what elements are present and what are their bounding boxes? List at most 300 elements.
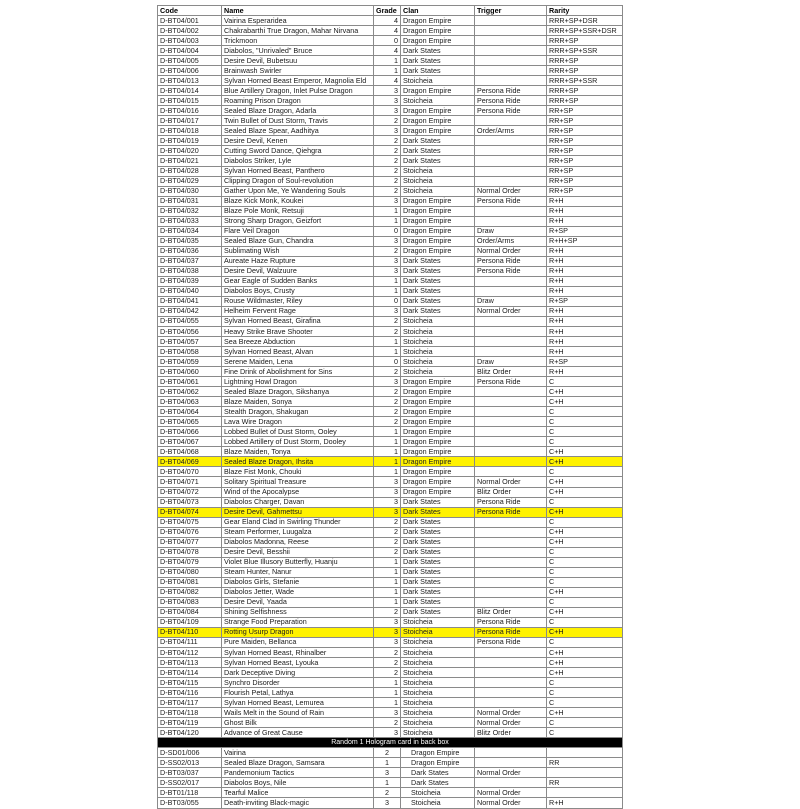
cell-name: Gear Eagle of Sudden Banks <box>222 276 374 286</box>
cell-grade: 3 <box>374 266 401 276</box>
cell-code: D-BT04/109 <box>158 617 222 627</box>
cell-grade: 4 <box>374 46 401 56</box>
cell-rarity: R+SP <box>547 296 623 306</box>
cell-code: D-BT04/080 <box>158 567 222 577</box>
cell-grade: 3 <box>374 728 401 738</box>
cell-clan: Stoicheia <box>401 176 475 186</box>
cell-clan: Stoicheia <box>401 688 475 698</box>
cell-clan: Dark States <box>401 497 475 507</box>
cell-clan: Stoicheia <box>401 327 475 337</box>
cell-name: Sylvan Horned Beast, Rhinalber <box>222 648 374 658</box>
cell-clan: Stoicheia <box>401 617 475 627</box>
cell-clan: Stoicheia <box>401 166 475 176</box>
cell-name: Advance of Great Cause <box>222 728 374 738</box>
cell-code: D-BT04/114 <box>158 668 222 678</box>
table-row <box>158 728 623 738</box>
cell-rarity: C+H <box>547 507 623 517</box>
cell-trigger: Persona Ride <box>475 507 547 517</box>
cell-rarity: C <box>547 688 623 698</box>
cell-rarity: C <box>547 407 623 417</box>
cell-clan: Dragon Empire <box>401 26 475 36</box>
table-row <box>158 678 623 688</box>
cell-code: D-BT04/120 <box>158 728 222 738</box>
cell-name: Strong Sharp Dragon, Geizfort <box>222 216 374 226</box>
cell-name: Diabolos Boys, Nile <box>222 778 374 788</box>
cell-trigger: Order/Arms <box>475 236 547 246</box>
cell-grade: 3 <box>374 768 401 778</box>
table-row <box>158 577 623 587</box>
cell-name: Desire Devil, Besshii <box>222 547 374 557</box>
cell-rarity: R+SP <box>547 357 623 367</box>
table-row <box>158 16 623 26</box>
cell-rarity: C <box>547 678 623 688</box>
cell-grade: 3 <box>374 126 401 136</box>
cell-grade: 2 <box>374 658 401 668</box>
cell-clan: Dark States <box>401 547 475 557</box>
cell-grade: 2 <box>374 246 401 256</box>
cell-name: Sealed Blaze Dragon, Sikshanya <box>222 387 374 397</box>
table-row <box>158 196 623 206</box>
cell-name: Shining Selfishness <box>222 607 374 617</box>
cell-rarity: R+H <box>547 367 623 377</box>
cell-trigger: Blitz Order <box>475 728 547 738</box>
cell-clan: Stoicheia <box>401 718 475 728</box>
cell-code: D-BT04/001 <box>158 16 222 26</box>
cell-grade: 4 <box>374 16 401 26</box>
cell-clan: Dark States <box>401 256 475 266</box>
cell-grade: 2 <box>374 648 401 658</box>
table-row <box>158 66 623 76</box>
cell-grade: 0 <box>374 226 401 236</box>
cell-name: Blaze Maiden, Sonya <box>222 397 374 407</box>
cell-grade: 3 <box>374 86 401 96</box>
table-row <box>158 126 623 136</box>
cell-code: D-BT03/055 <box>158 798 222 808</box>
cell-grade: 3 <box>374 236 401 246</box>
cell-name: Cutting Sword Dance, Qiehgra <box>222 146 374 156</box>
table-row <box>158 467 623 477</box>
cell-code: D-BT04/073 <box>158 497 222 507</box>
cell-code: D-BT04/077 <box>158 537 222 547</box>
cell-trigger: Blitz Order <box>475 367 547 377</box>
cell-grade: 3 <box>374 798 401 808</box>
cell-code: D-BT04/037 <box>158 256 222 266</box>
cell-trigger <box>475 648 547 658</box>
cell-code: D-BT04/002 <box>158 26 222 36</box>
cell-grade: 3 <box>374 627 401 637</box>
cell-name: Blaze Pole Monk, Retsuji <box>222 206 374 216</box>
cell-clan: Dark States <box>401 56 475 66</box>
cell-code: D-BT04/006 <box>158 66 222 76</box>
cell-name: Lava Wire Dragon <box>222 417 374 427</box>
cell-clan: Dragon Empire <box>401 417 475 427</box>
cell-trigger <box>475 567 547 577</box>
cell-name: Pandemonium Tactics <box>222 768 374 778</box>
cell-code: D-BT04/039 <box>158 276 222 286</box>
cell-code: D-BT04/019 <box>158 136 222 146</box>
cell-name: Violet Blue Illusory Butterfly, Huanju <box>222 557 374 567</box>
cell-rarity: R+H <box>547 206 623 216</box>
cell-code: D-BT04/063 <box>158 397 222 407</box>
table-row <box>158 327 623 337</box>
cell-name: Tearful Malice <box>222 788 374 798</box>
cell-trigger <box>475 206 547 216</box>
cell-trigger <box>475 537 547 547</box>
cell-grade: 1 <box>374 286 401 296</box>
cell-name: Solitary Spiritual Treasure <box>222 477 374 487</box>
cell-trigger <box>475 337 547 347</box>
cell-trigger <box>475 778 547 788</box>
cell-code: D-BT04/005 <box>158 56 222 66</box>
cell-code: D-BT04/030 <box>158 186 222 196</box>
table-row <box>158 266 623 276</box>
cell-grade: 2 <box>374 748 401 758</box>
cell-clan: Stoicheia <box>401 96 475 106</box>
cell-rarity <box>547 748 623 758</box>
cell-grade: 1 <box>374 56 401 66</box>
cell-grade: 2 <box>374 316 401 326</box>
cell-clan: Dark States <box>401 46 475 56</box>
cell-name: Sylvan Horned Beast, Lyouka <box>222 658 374 668</box>
cell-trigger <box>475 26 547 36</box>
cell-rarity: C <box>547 467 623 477</box>
cell-rarity: C <box>547 427 623 437</box>
table-row <box>158 507 623 517</box>
cell-rarity: C <box>547 577 623 587</box>
cell-code: D-BT04/003 <box>158 36 222 46</box>
cell-trigger <box>475 46 547 56</box>
cell-trigger <box>475 56 547 66</box>
cell-clan: Stoicheia <box>401 347 475 357</box>
cell-rarity: R+H <box>547 216 623 226</box>
cell-grade: 3 <box>374 256 401 266</box>
cell-grade: 3 <box>374 617 401 627</box>
cell-code: D-BT04/064 <box>158 407 222 417</box>
cell-grade: 4 <box>374 76 401 86</box>
cell-grade: 3 <box>374 106 401 116</box>
cell-code: D-BT04/069 <box>158 457 222 467</box>
cell-code: D-BT04/084 <box>158 607 222 617</box>
cell-name: Desire Devil, Walzuure <box>222 266 374 276</box>
cell-name: Helheim Fervent Rage <box>222 306 374 316</box>
cell-code: D-BT04/082 <box>158 587 222 597</box>
cell-rarity: RR+SP <box>547 116 623 126</box>
table-row <box>158 186 623 196</box>
cell-clan: Dragon Empire <box>401 427 475 437</box>
table-row <box>158 447 623 457</box>
cell-code: D-BT04/070 <box>158 467 222 477</box>
cell-code: D-SS02/013 <box>158 758 222 768</box>
cell-rarity: R+H <box>547 256 623 266</box>
cell-code: D-BT04/061 <box>158 377 222 387</box>
cell-name: Death-inviting Black-magic <box>222 798 374 808</box>
cell-name: Pure Maiden, Bellanca <box>222 637 374 647</box>
cell-trigger <box>475 698 547 708</box>
cell-rarity: R+H <box>547 347 623 357</box>
table-row <box>158 627 623 637</box>
table-row <box>158 206 623 216</box>
cell-grade: 1 <box>374 758 401 768</box>
cell-clan: Dark States <box>401 286 475 296</box>
cell-code: D-BT04/017 <box>158 116 222 126</box>
cell-clan: Dark States <box>401 607 475 617</box>
table-row <box>158 176 623 186</box>
cell-grade: 2 <box>374 327 401 337</box>
cell-grade: 2 <box>374 537 401 547</box>
cell-trigger <box>475 467 547 477</box>
cell-trigger <box>475 557 547 567</box>
cell-rarity: C+H <box>547 397 623 407</box>
cell-trigger <box>475 547 547 557</box>
cell-trigger <box>475 447 547 457</box>
cell-rarity: R+SP <box>547 226 623 236</box>
cell-name: Diabolos Girls, Stefanie <box>222 577 374 587</box>
cell-code: D-SD01/006 <box>158 748 222 758</box>
cell-trigger: Persona Ride <box>475 617 547 627</box>
table-row <box>158 256 623 266</box>
cell-grade: 2 <box>374 407 401 417</box>
cell-trigger <box>475 457 547 467</box>
table-row <box>158 668 623 678</box>
table-row <box>158 718 623 728</box>
cell-code: D-BT04/112 <box>158 648 222 658</box>
cell-trigger: Persona Ride <box>475 86 547 96</box>
cell-name: Gear Eland Clad in Swirling Thunder <box>222 517 374 527</box>
cell-grade: 1 <box>374 206 401 216</box>
cell-grade: 2 <box>374 156 401 166</box>
cell-code: D-BT04/075 <box>158 517 222 527</box>
cell-code: D-BT04/040 <box>158 286 222 296</box>
cell-name: Diabolos Madonna, Reese <box>222 537 374 547</box>
cell-name: Desire Devil, Bubetsuu <box>222 56 374 66</box>
cell-rarity: C+H <box>547 447 623 457</box>
cell-grade: 1 <box>374 778 401 788</box>
table-row <box>158 597 623 607</box>
cell-clan: Stoicheia <box>401 728 475 738</box>
cell-name: Sealed Blaze Dragon, Ihsita <box>222 457 374 467</box>
table-row <box>158 758 623 768</box>
cell-trigger <box>475 658 547 668</box>
cell-code: D-BT04/083 <box>158 597 222 607</box>
cell-clan: Dragon Empire <box>401 106 475 116</box>
cell-clan: Dragon Empire <box>401 758 475 768</box>
cell-clan: Dragon Empire <box>401 206 475 216</box>
cell-trigger <box>475 327 547 337</box>
cell-trigger <box>475 276 547 286</box>
cell-name: Diabolos, "Unrivaled" Bruce <box>222 46 374 56</box>
cell-trigger: Persona Ride <box>475 266 547 276</box>
cell-rarity: RR+SP <box>547 126 623 136</box>
cell-rarity: RRR+SP <box>547 66 623 76</box>
cell-trigger: Persona Ride <box>475 106 547 116</box>
cell-trigger: Persona Ride <box>475 497 547 507</box>
cell-name: Lobbed Bullet of Dust Storm, Ooley <box>222 427 374 437</box>
cell-code: D-BT04/068 <box>158 447 222 457</box>
cell-clan: Dark States <box>401 266 475 276</box>
cell-clan: Dragon Empire <box>401 126 475 136</box>
table-row <box>158 166 623 176</box>
cell-grade: 1 <box>374 66 401 76</box>
cell-trigger <box>475 146 547 156</box>
cell-name: Vairina <box>222 748 374 758</box>
table-row <box>158 76 623 86</box>
table-row <box>158 537 623 547</box>
cell-trigger <box>475 156 547 166</box>
cell-trigger: Draw <box>475 357 547 367</box>
cell-trigger: Persona Ride <box>475 637 547 647</box>
cell-grade: 1 <box>374 577 401 587</box>
table-row <box>158 617 623 627</box>
cell-rarity: RR+SP <box>547 146 623 156</box>
cell-clan: Dragon Empire <box>401 226 475 236</box>
cell-rarity: R+H <box>547 246 623 256</box>
cell-grade: 2 <box>374 136 401 146</box>
cell-clan: Dragon Empire <box>401 236 475 246</box>
cell-clan: Stoicheia <box>401 678 475 688</box>
cell-clan: Stoicheia <box>401 708 475 718</box>
cell-rarity: C+H <box>547 487 623 497</box>
cell-name: Flare Veil Dragon <box>222 226 374 236</box>
table-row <box>158 337 623 347</box>
cell-rarity: C <box>547 547 623 557</box>
cell-rarity: R+H <box>547 337 623 347</box>
cell-grade: 1 <box>374 678 401 688</box>
cell-rarity: C+H <box>547 537 623 547</box>
cell-code: D-BT04/079 <box>158 557 222 567</box>
table-row <box>158 497 623 507</box>
cell-code: D-BT04/116 <box>158 688 222 698</box>
cell-code: D-BT04/018 <box>158 126 222 136</box>
cell-code: D-BT04/119 <box>158 718 222 728</box>
cell-code: D-BT04/110 <box>158 627 222 637</box>
cell-grade: 1 <box>374 597 401 607</box>
cell-name: Rouse Wildmaster, Riley <box>222 296 374 306</box>
cell-clan: Dragon Empire <box>401 86 475 96</box>
cell-trigger <box>475 668 547 678</box>
cell-code: D-BT04/071 <box>158 477 222 487</box>
cell-code: D-BT04/016 <box>158 106 222 116</box>
cell-name: Sealed Blaze Dragon, Samsara <box>222 758 374 768</box>
cell-rarity: RR <box>547 778 623 788</box>
table-row <box>158 748 623 758</box>
cell-trigger: Normal Order <box>475 477 547 487</box>
cell-code: D-BT04/081 <box>158 577 222 587</box>
cell-clan: Dragon Empire <box>401 477 475 487</box>
cell-rarity: R+H <box>547 276 623 286</box>
cell-clan: Stoicheia <box>401 648 475 658</box>
cell-name: Desire Devil, Gahmettsu <box>222 507 374 517</box>
cell-rarity: C+H <box>547 527 623 537</box>
cell-clan: Dark States <box>401 557 475 567</box>
cell-name: Lobbed Artillery of Dust Storm, Dooley <box>222 437 374 447</box>
cell-trigger <box>475 216 547 226</box>
table-row <box>158 768 623 778</box>
cell-name: Sylvan Horned Beast, Alvan <box>222 347 374 357</box>
cell-rarity: RR <box>547 758 623 768</box>
cell-rarity: RRR+SP <box>547 56 623 66</box>
cell-name: Vairina Esperaridea <box>222 16 374 26</box>
cell-trigger: Draw <box>475 296 547 306</box>
cell-trigger: Order/Arms <box>475 126 547 136</box>
cell-grade: 3 <box>374 708 401 718</box>
cell-rarity: RRR+SP <box>547 96 623 106</box>
cell-trigger <box>475 407 547 417</box>
cell-clan: Dark States <box>401 66 475 76</box>
cell-name: Sublimating Wish <box>222 246 374 256</box>
cell-trigger: Persona Ride <box>475 96 547 106</box>
cell-trigger <box>475 748 547 758</box>
cell-code: D-BT03/037 <box>158 768 222 778</box>
cell-code: D-BT04/118 <box>158 708 222 718</box>
cell-name: Diabolos Charger, Davan <box>222 497 374 507</box>
cell-code: D-BT04/031 <box>158 196 222 206</box>
cell-grade: 0 <box>374 36 401 46</box>
cell-clan: Stoicheia <box>401 76 475 86</box>
cell-code: D-BT04/078 <box>158 547 222 557</box>
cell-code: D-BT04/028 <box>158 166 222 176</box>
cell-grade: 1 <box>374 467 401 477</box>
cell-clan: Dark States <box>401 567 475 577</box>
cell-grade: 3 <box>374 306 401 316</box>
cell-clan: Dark States <box>401 507 475 517</box>
cell-name: Sylvan Horned Beast, Panthero <box>222 166 374 176</box>
cell-name: Blaze Maiden, Tonya <box>222 447 374 457</box>
header-code: Code <box>158 6 222 16</box>
cell-rarity <box>547 768 623 778</box>
cell-rarity: RRR+SP <box>547 86 623 96</box>
card-rows <box>158 16 623 738</box>
cell-name: Serene Maiden, Lena <box>222 357 374 367</box>
cell-grade: 3 <box>374 96 401 106</box>
cell-rarity: C <box>547 517 623 527</box>
cell-clan: Dragon Empire <box>401 387 475 397</box>
table-row <box>158 547 623 557</box>
cell-grade: 0 <box>374 357 401 367</box>
cell-grade: 2 <box>374 176 401 186</box>
cell-trigger <box>475 66 547 76</box>
cell-name: Diabolos Striker, Lyle <box>222 156 374 166</box>
cell-rarity: C+H <box>547 457 623 467</box>
cell-code: D-BT04/060 <box>158 367 222 377</box>
cell-clan: Dragon Empire <box>401 16 475 26</box>
separator-row <box>158 738 623 748</box>
cell-trigger <box>475 417 547 427</box>
cell-rarity: R+H <box>547 327 623 337</box>
cell-rarity: C <box>547 567 623 577</box>
cell-rarity: R+H+SP <box>547 236 623 246</box>
table-row <box>158 527 623 537</box>
cell-name: Steam Performer, Luugalza <box>222 527 374 537</box>
table-row <box>158 146 623 156</box>
cell-rarity: RRR+SP+SSR <box>547 76 623 86</box>
cell-clan: Dark States <box>401 597 475 607</box>
table-row <box>158 136 623 146</box>
table-row <box>158 96 623 106</box>
cell-code: D-BT04/014 <box>158 86 222 96</box>
cell-rarity: C <box>547 377 623 387</box>
table-row <box>158 86 623 96</box>
cell-clan: Dragon Empire <box>401 407 475 417</box>
cell-code: D-BT04/036 <box>158 246 222 256</box>
cell-name: Steam Hunter, Nanur <box>222 567 374 577</box>
cell-rarity: RR+SP <box>547 106 623 116</box>
cell-trigger <box>475 176 547 186</box>
cell-grade: 3 <box>374 497 401 507</box>
cell-trigger: Normal Order <box>475 718 547 728</box>
cell-grade: 1 <box>374 688 401 698</box>
cell-rarity: C+H <box>547 607 623 617</box>
cell-trigger: Normal Order <box>475 306 547 316</box>
